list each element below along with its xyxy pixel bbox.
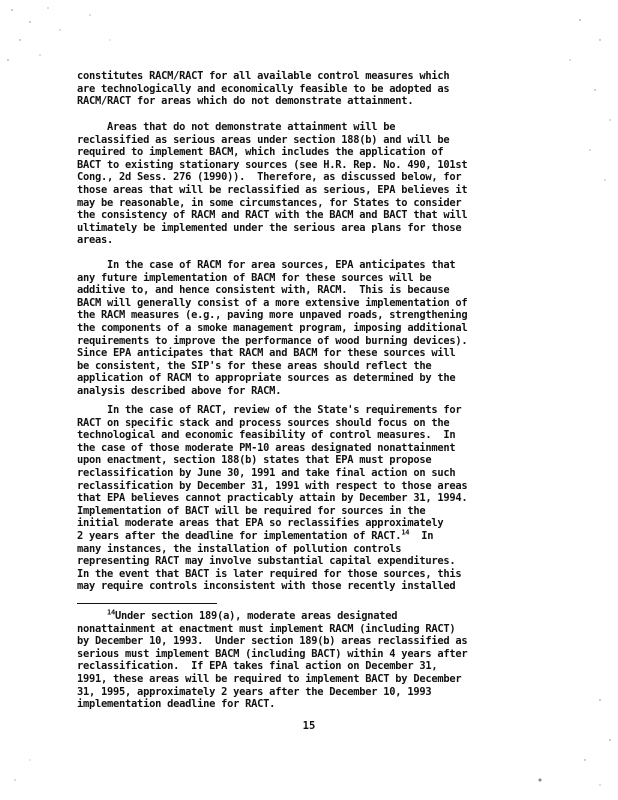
footnote-number: 14 — [107, 608, 115, 617]
footnote-separator — [77, 603, 217, 604]
footnote — [77, 610, 555, 711]
text-line: upon enactment, section 188(b) states that EPA must propose — [77, 454, 432, 467]
text-line: RACT on specific stack and process sources should focus on the — [77, 416, 450, 429]
text-line: those areas that will be reclassified as serious, EPA believes it — [77, 183, 468, 196]
text-line: required to implement BACM, which includes the application of — [77, 146, 444, 159]
text-line: are technologically and economically feasible to be adopted as — [77, 82, 450, 95]
text-line: may be reasonable, in some circumstances, for States to consider — [77, 196, 462, 209]
footnote-first-line — [77, 610, 555, 623]
text-line: RACM/RACT for areas which do not demonstrate attainment. — [77, 95, 414, 108]
text-fragment: Under section 189(a), moderate areas designated — [114, 610, 398, 622]
text-line: analysis described above for RACM. — [77, 384, 282, 397]
text-line: additive to, and hence consistent with, RACM. This is because — [77, 284, 450, 297]
text-line: BACM will generally consist of a more extensive implementation of — [77, 296, 468, 309]
text-line: In the case of RACM for area sources, EPA anticipates that — [77, 259, 456, 271]
text-line: any future implementation of BACM for these sources will be — [77, 271, 432, 284]
text-line: technological and economic feasibility of control measures. In — [77, 429, 456, 442]
text-line: many instances, the installation of pollution controls — [77, 542, 402, 555]
text-fragment: 2 years after the deadline for implementation of RACT. — [77, 529, 402, 542]
text-line: the components of a smoke management program, imposing additional — [77, 321, 468, 334]
text-line: ultimately be implemented under the serious area plans for those — [77, 221, 462, 234]
text-line: Cong., 2d Sess. 276 (1990)). Therefore, as discussed below, for — [77, 171, 462, 184]
paragraph-racm-intro — [77, 70, 555, 108]
footnote-reference[interactable]: 14 — [401, 528, 410, 537]
text-line: serious must implement BACM (including BACT) within 4 years after — [77, 647, 468, 660]
text-line: Implementation of BACT will be required for sources in the — [77, 504, 426, 517]
text-line: Areas that do not demonstrate attainment will be — [77, 121, 396, 133]
paragraph-racm-area-sources — [77, 259, 555, 398]
text-line: areas. — [77, 234, 114, 247]
text-line: the RACM measures (e.g., paving more unpaved roads, strengthening — [77, 309, 468, 322]
text-line: 31, 1995, approximately 2 years after the December 10, 1993 — [77, 685, 432, 698]
text-line: In the case of RACT, review of the State's requirements for — [77, 404, 462, 416]
text-line: be consistent, the SIP's for these areas should reflect the — [77, 359, 432, 372]
text-line: implementation deadline for RACT. — [77, 698, 276, 711]
text-line: requirements to improve the performance of wood burning devices). — [77, 334, 468, 347]
text-line: that EPA believes cannot practicably attain by December 31, 1994. — [77, 492, 468, 505]
text-line: may require controls inconsistent with those recently installed — [77, 580, 456, 593]
text-line: representing RACT may involve substantial capital expenditures. — [77, 555, 456, 568]
page-number: 15 — [302, 720, 316, 732]
text-line: reclassification. If EPA takes final action on December 31, — [77, 660, 438, 673]
text-fragment: In — [409, 529, 434, 542]
text-line: reclassified as serious areas under section 188(b) and will be — [77, 133, 450, 146]
text-line: the case of those moderate PM-10 areas designated nonattainment — [77, 441, 456, 454]
text-line: constitutes RACM/RACT for all available control measures which — [77, 70, 450, 82]
text-line: nonattainment at enactment must implement RACM (including RACT) — [77, 622, 456, 635]
text-line: reclassification by December 31, 1991 with respect to those areas — [77, 479, 468, 492]
text-line: BACT to existing stationary sources (see H.R. Rep. No. 490, 101st — [77, 158, 468, 171]
text-line-with-footnote — [77, 530, 555, 543]
text-line: application of RACM to appropriate sources as determined by the — [77, 372, 456, 385]
text-line: the consistency of RACM and RACT with the BACM and BACT that will — [77, 209, 468, 222]
text-line: In the event that BACT is later required for those sources, this — [77, 567, 462, 580]
text-line: reclassification by June 30, 1991 and take final action on such — [77, 466, 456, 479]
text-line: by December 10, 1993. Under section 189(b) areas reclassified as — [77, 635, 468, 648]
text-line: 1991, these areas will be required to implement BACT by December — [77, 672, 462, 685]
text-line: Since EPA anticipates that RACM and BACM for these sources will — [77, 347, 456, 360]
text-line: initial moderate areas that EPA so reclassifies approximately — [77, 517, 444, 530]
paragraph-reclassification — [77, 121, 555, 247]
paragraph-ract-review — [77, 404, 555, 593]
